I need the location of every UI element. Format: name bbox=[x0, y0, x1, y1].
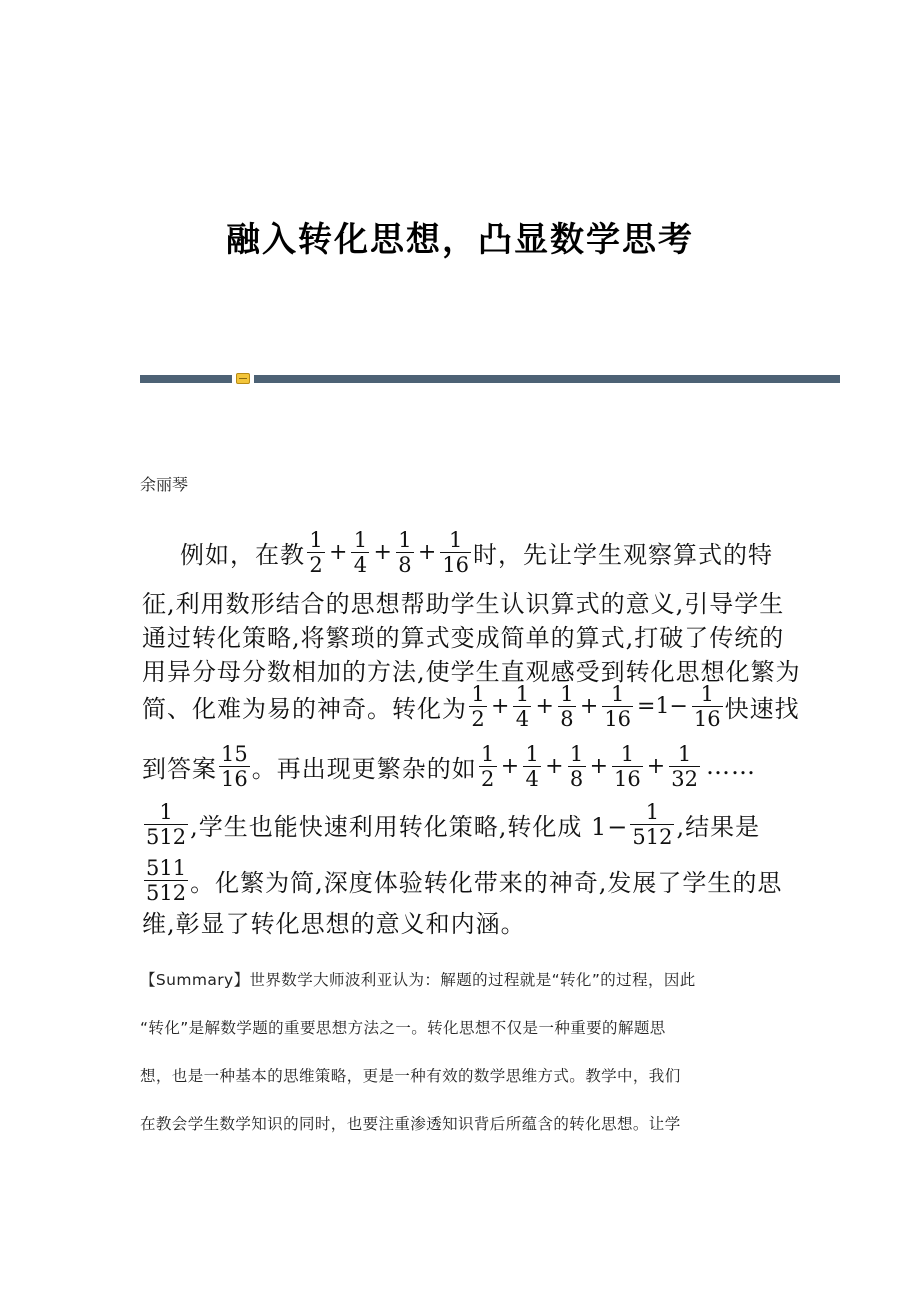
fraction-numerator: 1 bbox=[677, 741, 692, 766]
example-ellipsis: …… bbox=[705, 752, 756, 780]
fraction-denominator: 16 bbox=[604, 706, 632, 731]
example-text: 征,利用数形结合的思想帮助学生认识算式的意义,引导学生 bbox=[142, 589, 785, 618]
fraction-denominator: 8 bbox=[568, 766, 586, 790]
example-text: 用异分母分数相加的方法,使学生直观感受到转化思想化繁为 bbox=[142, 657, 801, 686]
fraction bbox=[568, 743, 586, 790]
fraction bbox=[351, 529, 369, 576]
fraction bbox=[144, 801, 188, 848]
example-line-3 bbox=[142, 618, 842, 652]
fraction-denominator: 4 bbox=[523, 766, 541, 790]
divider-bar-right bbox=[254, 375, 840, 383]
fraction bbox=[440, 529, 471, 576]
fraction-single bbox=[142, 857, 190, 904]
fraction-denominator: 4 bbox=[351, 552, 369, 576]
example-text: 。化繁为简,深度体验转化带来的神奇,发展了学生的思 bbox=[190, 868, 783, 897]
example-text: ,学生也能快速利用转化策略,转化成 1− bbox=[190, 812, 629, 841]
fraction bbox=[612, 743, 643, 790]
plus-sign: + bbox=[373, 539, 392, 565]
example-line-5 bbox=[142, 676, 842, 736]
plus-sign: + bbox=[535, 693, 554, 719]
fraction-denominator: 16 bbox=[614, 766, 641, 791]
plus-sign: + bbox=[500, 753, 520, 779]
divider-bar-left bbox=[140, 375, 232, 383]
plus-sign: + bbox=[589, 753, 609, 779]
plus-sign: + bbox=[646, 753, 666, 779]
fraction bbox=[523, 743, 541, 790]
fraction bbox=[669, 743, 700, 790]
example-line-9 bbox=[142, 904, 842, 938]
example-line-2 bbox=[142, 584, 842, 618]
fraction bbox=[396, 529, 414, 576]
example-text: 维,彰显了转化思想的意义和内涵。 bbox=[142, 909, 526, 938]
fraction-sum bbox=[477, 743, 706, 790]
fraction-denominator: 512 bbox=[632, 824, 673, 849]
fraction-numerator: 1 bbox=[620, 741, 635, 766]
fraction bbox=[692, 683, 723, 730]
fraction-numerator: 1 bbox=[353, 527, 368, 552]
plus-sign: + bbox=[545, 753, 564, 779]
fraction-numerator: 1 bbox=[471, 681, 485, 706]
summary-line-2: “转化”是解数学题的重要思想方法之一。转化思想不仅是一种重要的解题思 bbox=[140, 1019, 666, 1037]
fraction-denominator: 4 bbox=[513, 706, 531, 730]
fraction-denominator: 2 bbox=[307, 552, 325, 576]
fraction-numerator: 1 bbox=[560, 681, 574, 706]
fraction bbox=[479, 743, 497, 790]
fraction-numerator: 1 bbox=[309, 527, 323, 552]
fraction-denominator: 2 bbox=[479, 766, 497, 790]
fraction-numerator: 1 bbox=[569, 741, 584, 766]
divider-badge-icon bbox=[236, 373, 250, 384]
section-divider bbox=[140, 375, 840, 383]
fraction-denominator: 512 bbox=[146, 824, 187, 849]
plus-sign: + bbox=[417, 539, 437, 565]
fraction bbox=[144, 857, 188, 904]
fraction bbox=[630, 801, 674, 848]
fraction-denominator: 8 bbox=[558, 706, 576, 730]
fraction-sum bbox=[467, 683, 635, 730]
fraction-denominator: 8 bbox=[396, 552, 414, 576]
document-title: 融入转化思想，凸显数学思考 bbox=[226, 220, 694, 260]
fraction-sum bbox=[305, 529, 473, 576]
fraction-denominator: 16 bbox=[442, 552, 470, 577]
example-text: 简、化难为易的神奇。转化为 bbox=[142, 694, 467, 723]
fraction bbox=[219, 743, 250, 790]
fraction-denominator: 16 bbox=[693, 706, 721, 731]
fraction-numerator: 1 bbox=[645, 799, 660, 824]
summary-line-3: 想，也是一种基本的思维策略，更是一种有效的数学思维方式。教学中，我们 bbox=[140, 1067, 681, 1085]
example-text: 例如，在教 bbox=[180, 540, 305, 569]
example-text: 时，先让学生观察算式的特 bbox=[473, 540, 774, 569]
example-text: 通过转化策略,将繁琐的算式变成简单的算式,打破了传统的 bbox=[142, 623, 785, 652]
fraction-denominator: 2 bbox=[469, 706, 487, 730]
fraction bbox=[602, 683, 633, 730]
example-equation: =1− bbox=[637, 693, 688, 719]
fraction bbox=[558, 683, 576, 730]
fraction-single bbox=[217, 743, 252, 790]
fraction-single bbox=[628, 801, 676, 848]
summary-line-4: 在教会学生数学知识的同时，也要注重渗透知识背后所蕴含的转化思想。让学 bbox=[140, 1115, 681, 1133]
fraction-single bbox=[142, 801, 190, 848]
fraction-numerator: 1 bbox=[700, 681, 714, 706]
example-text: 快速找 bbox=[724, 694, 800, 723]
author-name: 余丽琴 bbox=[140, 475, 189, 494]
fraction-numerator: 511 bbox=[146, 855, 187, 880]
fraction-numerator: 1 bbox=[525, 741, 539, 766]
example-line-6 bbox=[142, 736, 842, 796]
summary-line-1: 【Summary】世界数学大师波利亚认为：解题的过程就是“转化”的过程，因此 bbox=[140, 971, 696, 989]
fraction-numerator: 1 bbox=[159, 799, 173, 824]
plus-sign: + bbox=[491, 693, 510, 719]
example-text: 到答案 bbox=[142, 754, 217, 783]
example-text: 。再出现更繁杂的如 bbox=[251, 754, 477, 783]
fraction-denominator: 512 bbox=[146, 880, 187, 905]
fraction-numerator: 1 bbox=[610, 681, 625, 706]
plus-sign: + bbox=[329, 539, 348, 565]
fraction-numerator: 1 bbox=[515, 681, 530, 706]
example-line-1 bbox=[142, 522, 880, 582]
example-line-7 bbox=[142, 794, 842, 854]
fraction bbox=[307, 529, 325, 576]
example-line-8 bbox=[142, 850, 842, 910]
fraction-single bbox=[690, 683, 725, 730]
fraction-numerator: 15 bbox=[221, 741, 248, 766]
fraction-numerator: 1 bbox=[481, 741, 495, 766]
fraction-numerator: 1 bbox=[398, 527, 412, 552]
fraction-denominator: 32 bbox=[671, 766, 698, 791]
plus-sign: + bbox=[579, 693, 599, 719]
fraction-denominator: 16 bbox=[221, 766, 248, 791]
fraction bbox=[513, 683, 531, 730]
example-text: ,结果是 bbox=[676, 812, 761, 841]
fraction-numerator: 1 bbox=[448, 527, 463, 552]
fraction bbox=[469, 683, 487, 730]
